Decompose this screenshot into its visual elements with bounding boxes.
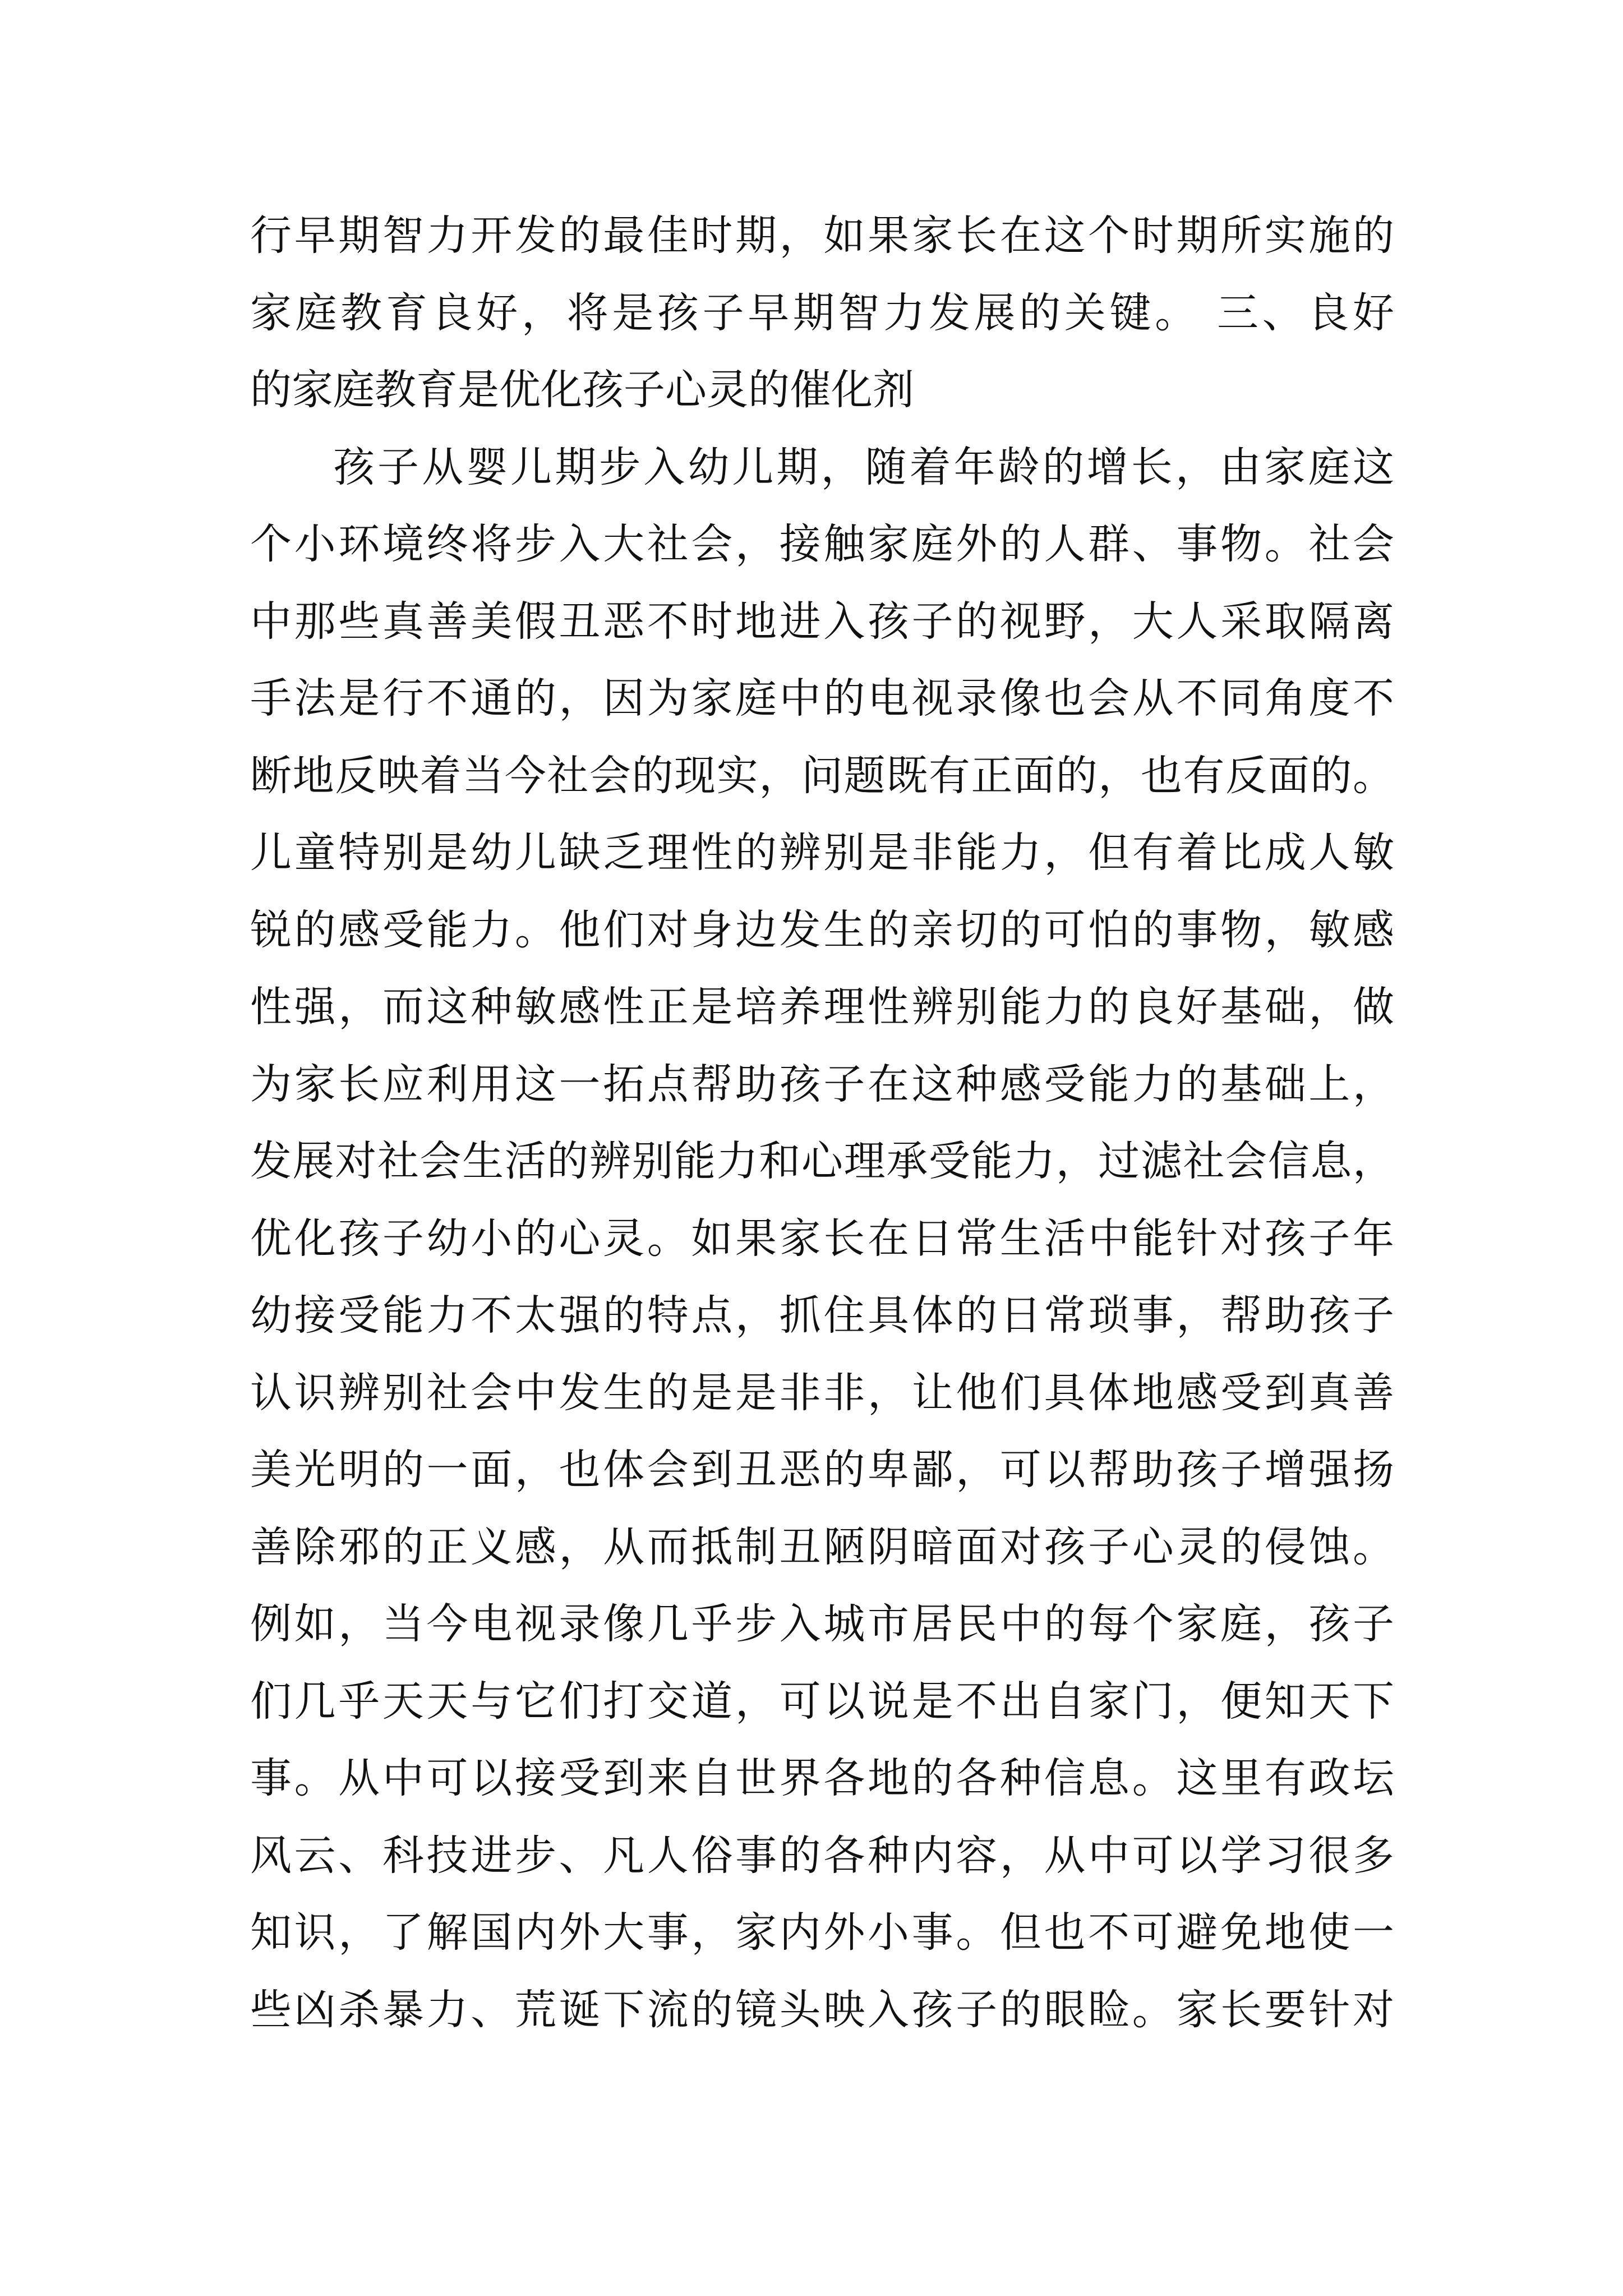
text-line: 事。从中可以接受到来自世界各地的各种信息。这里有政坛 <box>250 1754 1394 1802</box>
text-line: 断地反映着当今社会的现实，问题既有正面的，也有反面的。 <box>250 751 1394 800</box>
text-line: 孩子从婴儿期步入幼儿期，随着年龄的增长，由家庭这 <box>333 443 1394 491</box>
text-line: 例如，当今电视录像几乎步入城市居民中的每个家庭，孩子 <box>250 1600 1394 1648</box>
body-text <box>250 197 1394 2049</box>
text-line: 手法是行不通的，因为家庭中的电视录像也会从不同角度不 <box>250 674 1394 723</box>
text-line: 行早期智力开发的最佳时期，如果家长在这个时期所实施的 <box>250 211 1394 260</box>
paragraph-2 <box>250 429 1394 2049</box>
text-line: 认识辨别社会中发生的是是非非，让他们具体地感受到真善 <box>250 1368 1394 1417</box>
paragraph-1 <box>250 197 1394 429</box>
text-line: 锐的感受能力。他们对身边发生的亲切的可怕的事物，敏感 <box>250 905 1394 954</box>
text-line: 家庭教育良好，将是孩子早期智力发展的关键。 三、良好 <box>250 288 1394 337</box>
text-line: 儿童特别是幼儿缺乏理性的辨别是非能力，但有着比成人敏 <box>250 829 1394 877</box>
text-line: 为家长应利用这一拓点帮助孩子在这种感受能力的基础上， <box>250 1060 1394 1108</box>
text-line: 风云、科技进步、凡人俗事的各种内容，从中可以学习很多 <box>250 1831 1394 1880</box>
text-line: 中那些真善美假丑恶不时地进入孩子的视野，大人采取隔离 <box>250 597 1394 646</box>
text-line: 性强，而这种敏感性正是培养理性辨别能力的良好基础，做 <box>250 983 1394 1031</box>
text-line: 发展对社会生活的辨别能力和心理承受能力，过滤社会信息， <box>250 1137 1394 1185</box>
text-line: 们几乎天天与它们打交道，可以说是不出自家门，便知天下 <box>250 1677 1394 1726</box>
text-line: 知识，了解国内外大事，家内外小事。但也不可避免地使一 <box>250 1908 1394 1957</box>
text-line: 些凶杀暴力、荒诞下流的镜头映入孩子的眼睑。家长要针对 <box>250 1985 1394 2034</box>
text-line: 优化孩子幼小的心灵。如果家长在日常生活中能针对孩子年 <box>250 1214 1394 1263</box>
text-line: 美光明的一面，也体会到丑恶的卑鄙，可以帮助孩子增强扬 <box>250 1446 1394 1494</box>
text-line: 个小环境终将步入大社会，接触家庭外的人群、事物。社会 <box>250 520 1394 568</box>
text-line: 幼接受能力不太强的特点，抓住具体的日常琐事，帮助孩子 <box>250 1291 1394 1340</box>
text-line: 的家庭教育是优化孩子心灵的催化剂 <box>250 366 914 414</box>
text-line: 善除邪的正义感，从而抵制丑陋阴暗面对孩子心灵的侵蚀。 <box>250 1522 1394 1571</box>
